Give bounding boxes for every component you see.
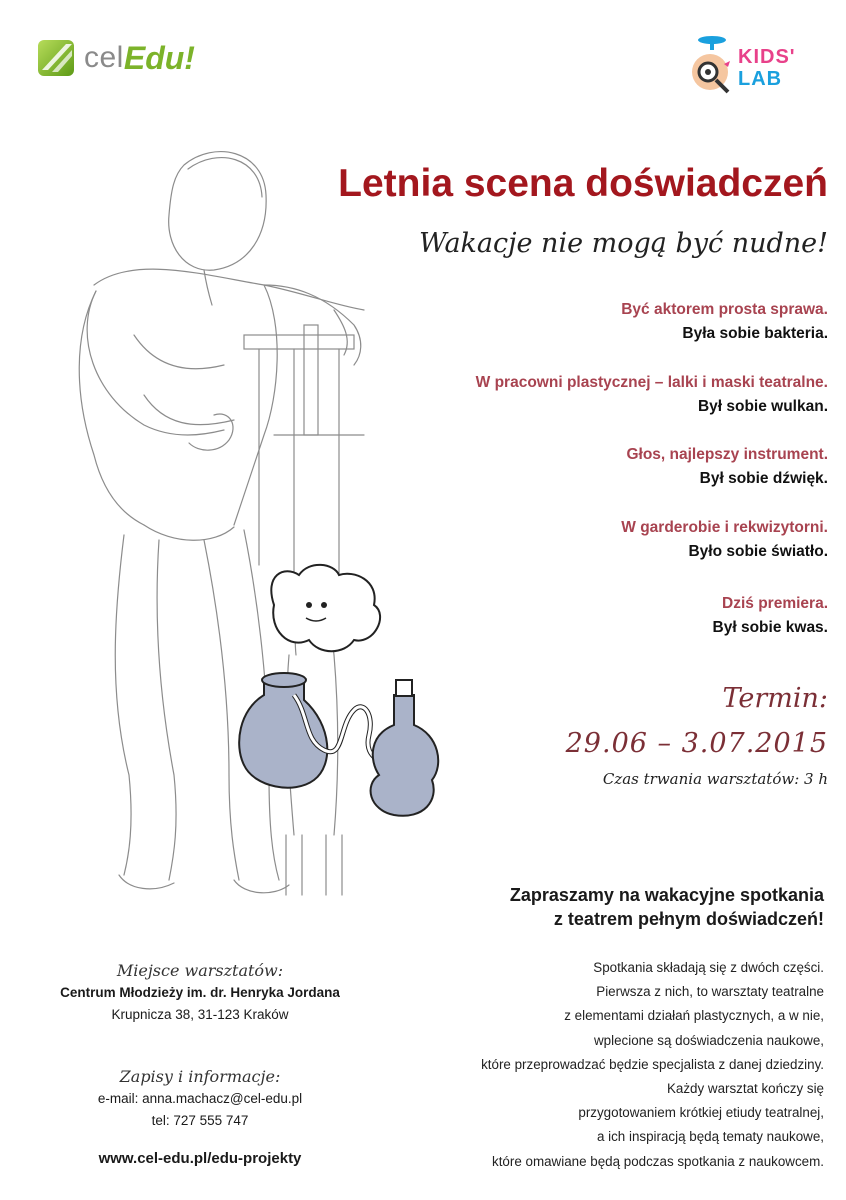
program-item (476, 371, 828, 419)
page-subtitle: Wakacje nie mogą być nudne! (419, 228, 828, 259)
kids-lab-mascot-icon (684, 28, 740, 98)
contact-phone: tel: 727 555 747 (151, 1113, 249, 1128)
venue-block (30, 960, 370, 1026)
description-line: wplecione są doświadczenia naukowe, (593, 1032, 824, 1048)
puppeteer-sketch (79, 152, 364, 895)
invitation-line: z teatrem pełnym doświadczeń! (553, 909, 824, 929)
program-story: Był sobie dźwięk. (699, 470, 828, 487)
program-item (626, 443, 828, 491)
program-story: Było sobie światło. (688, 543, 828, 560)
contact-email[interactable]: e-mail: anna.machacz@cel-edu.pl (97, 1091, 303, 1106)
cel-edu-logo-mark-icon (36, 38, 76, 78)
description-line: Każdy warsztat kończy się (666, 1081, 824, 1097)
puppeteer-illustration (34, 135, 474, 915)
cel-edu-logo-text-edu: Edu! (123, 39, 195, 76)
kids-lab-line2: LAB (738, 68, 783, 90)
cel-edu-logo-text-cel: cel (84, 41, 124, 74)
contact-label: Zapisy i informacje: (119, 1067, 281, 1086)
description-line: Spotkania składają się z dwóch części. (593, 960, 824, 975)
kids-lab-line1: KIDS' (738, 46, 796, 68)
description-line: Pierwsza z nich, to warsztaty teatralne (596, 984, 824, 1000)
cel-edu-logo (36, 38, 195, 78)
description-line: przygotowaniem krótkiej etiudy teatralnej, (578, 1105, 824, 1121)
contact-block (30, 1066, 370, 1132)
program-item (621, 298, 828, 346)
description-line: z elementami działań plastycznych, a w nie, (564, 1008, 824, 1024)
program-theme: Dziś premiera. (722, 595, 828, 612)
marionette-figure (271, 565, 380, 651)
program-story: Był sobie wulkan. (697, 398, 828, 415)
website-link[interactable]: www.cel-edu.pl/edu-projekty (98, 1150, 302, 1167)
kids-lab-wordmark (738, 46, 796, 90)
description-line: które przeprowadzać będzie specjalista z danej dziedziny. (481, 1056, 824, 1072)
workshop-description (481, 956, 824, 1174)
venue-label: Miejsce warsztatów: (116, 961, 284, 980)
description-line: które omawiane będą podczas spotkania z naukowcem. (492, 1153, 824, 1169)
termin-date: 29.06 – 3.07.2015 (565, 728, 828, 759)
program-theme: Być aktorem prosta sprawa. (621, 301, 828, 318)
invitation-line: Zapraszamy na wakacyjne spotkania (509, 885, 824, 905)
description-line: a ich inspiracją będą tematy naukowe, (596, 1129, 824, 1145)
program-theme: W pracowni plastycznej – lalki i maski teatralne. (475, 374, 828, 391)
venue-address: Krupnicza 38, 31-123 Kraków (111, 1007, 289, 1022)
page-title: Letnia scena doświadczeń (338, 162, 828, 205)
venue-name: Centrum Młodzieży im. dr. Henryka Jordana (60, 985, 340, 1000)
termin-label: Termin: (722, 683, 828, 714)
kids-lab-logo (684, 28, 804, 98)
program-story: Był sobie kwas. (712, 619, 828, 636)
termin-duration: Czas trwania warsztatów: 3 h (602, 770, 828, 788)
program-theme: Głos, najlepszy instrument. (626, 446, 828, 463)
invitation-heading (444, 883, 824, 931)
program-theme: W garderobie i rekwizytorni. (621, 519, 828, 536)
program-story: Była sobie bakteria. (682, 325, 828, 342)
program-item (621, 516, 828, 564)
program-item (713, 592, 828, 640)
